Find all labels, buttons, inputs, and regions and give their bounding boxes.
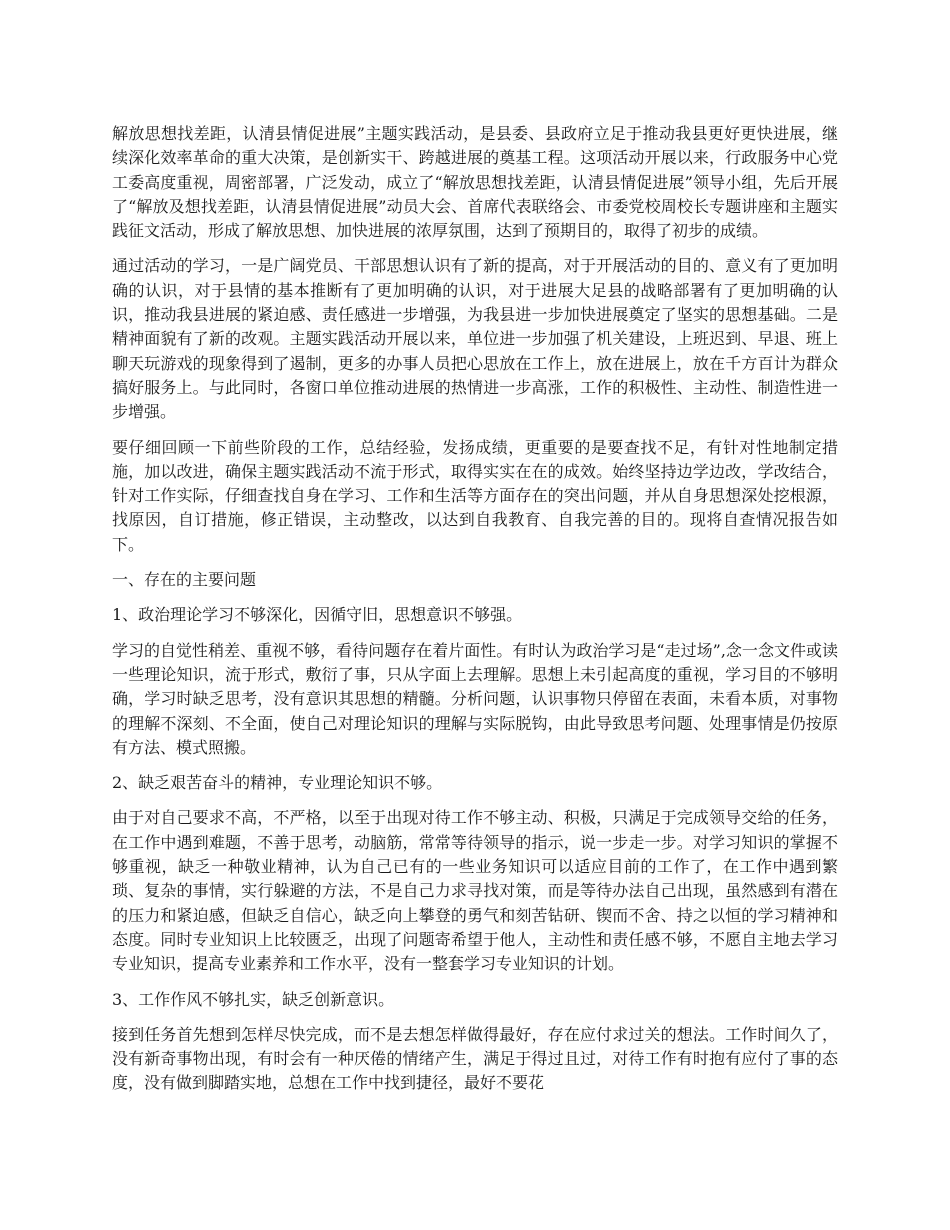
problem-heading-2: 2、缺乏艰苦奋斗的精神，专业理论知识不够。 — [112, 773, 443, 793]
self-review-paragraph: 要仔细回顾一下前些阶段的工作，总结经验，发扬成绩，更重要的是要查找不足，有针对性地制定措施，加以改进，确保主题实践活动不流于形式，取得实实在在的成效。始终坚持边学边改，学改结合，针对工作实际，仔细查找自身在学习、工作和生活等方面存在的突出问题，并从自身思想深处挖根源，找原因，自订措施，修正错误，主动整改，以达到自我教育、自我完善的目的。现将自查情况报告如下。 — [112, 437, 838, 554]
problem-body-1: 学习的自觉性稍差、重视不够，看待问题存在着片面性。有时认为政治学习是“走过场”,念一念文件或读一些理论知识，流于形式，敷衍了事，只从字面上去理解。思想上未引起高度的重视，学习目的不够明确，学习时缺乏思考，没有意识其思想的精髓。分析问题，认识事物只停留在表面，未看本质，对事物的理解不深刻、不全面，使自己对理论知识的理解与实际脱钩，由此导致思考问题、处理事情是仍按原有方法、模式照搬。 — [112, 640, 838, 757]
problem-body-3: 接到任务首先想到怎样尽快完成，而不是去想怎样做得最好，存在应付求过关的想法。工作时间久了，没有新奇事物出现，有时会有一种厌倦的情绪产生，满足于得过且过，对待工作有时抱有应付了事的态度，没有做到脚踏实地，总想在工作中找到捷径，最好不要花 — [112, 1024, 838, 1093]
achievements-paragraph: 通过活动的学习，一是广阔党员、干部思想认识有了新的提高，对于开展活动的目的、意义有了更加明确的认识，对于县情的基本推断有了更加明确的认识，对于进展大足县的战略部署有了更加明确的认识，推动我县进展的紧迫感、责任感进一步增强，为我县进一步加快进展奠定了坚实的思想基础。二是精神面貌有了新的改观。主题实践活动开展以来，单位进一步加强了机关建设，上班迟到、早退、班上聊天玩游戏的现象得到了遏制，更多的办事人员把心思放在工作上，放在进展上，放在千方百计为群众搞好服务上。与此同时，各窗口单位推动进展的热情进一步高涨，工作的积极性、主动性、制造性进一步增强。 — [112, 256, 838, 422]
problem-heading-1: 1、政治理论学习不够深化，因循守旧，思想意识不够强。 — [112, 605, 523, 625]
section-heading-main-problems: 一、存在的主要问题 — [112, 570, 257, 590]
intro-paragraph: 解放思想找差距，认清县情促进展”主题实践活动，是县委、县政府立足于推动我县更好更快进展，继续深化效率革命的重大决策，是创新实干、跨越进展的奠基工程。这项活动开展以来，行政服务中心党工委高度重视，周密部署，广泛发动，成立了“解放思想找差距，认清县情促进展”领导小组，先后开展了“解放及想找差距，认清县情促进展”动员大会、首席代表联络会、市委党校周校长专题讲座和主题实践征文活动，形成了解放思想、加快进展的浓厚氛围，达到了预期目的，取得了初步的成绩。 — [112, 124, 838, 241]
problem-body-2: 由于对自己要求不高，不严格，以至于出现对待工作不够主动、积极，只满足于完成领导交给的任务，在工作中遇到难题，不善于思考，动脑筋，常常等待领导的指示，说一步走一步。对学习知识的掌握不够重视，缺乏一种敬业精神，认为自己已有的一些业务知识可以适应目前的工作了，在工作中遇到繁琐、复杂的事情，实行躲避的方法，不是自己力求寻找对策，而是等待办法自己出现，虽然感到有潜在的压力和紧迫感，但缺乏自信心，缺乏向上攀登的勇气和刻苦钻研、锲而不舍、持之以恒的学习精神和态度。同时专业知识上比较匮乏，出现了问题寄希望于他人，主动性和责任感不够，不愿自主地去学习专业知识，提高专业素养和工作水平，没有一整套学习专业知识的计划。 — [112, 808, 838, 974]
problem-heading-3: 3、工作作风不够扎实，缺乏创新意识。 — [112, 989, 395, 1009]
